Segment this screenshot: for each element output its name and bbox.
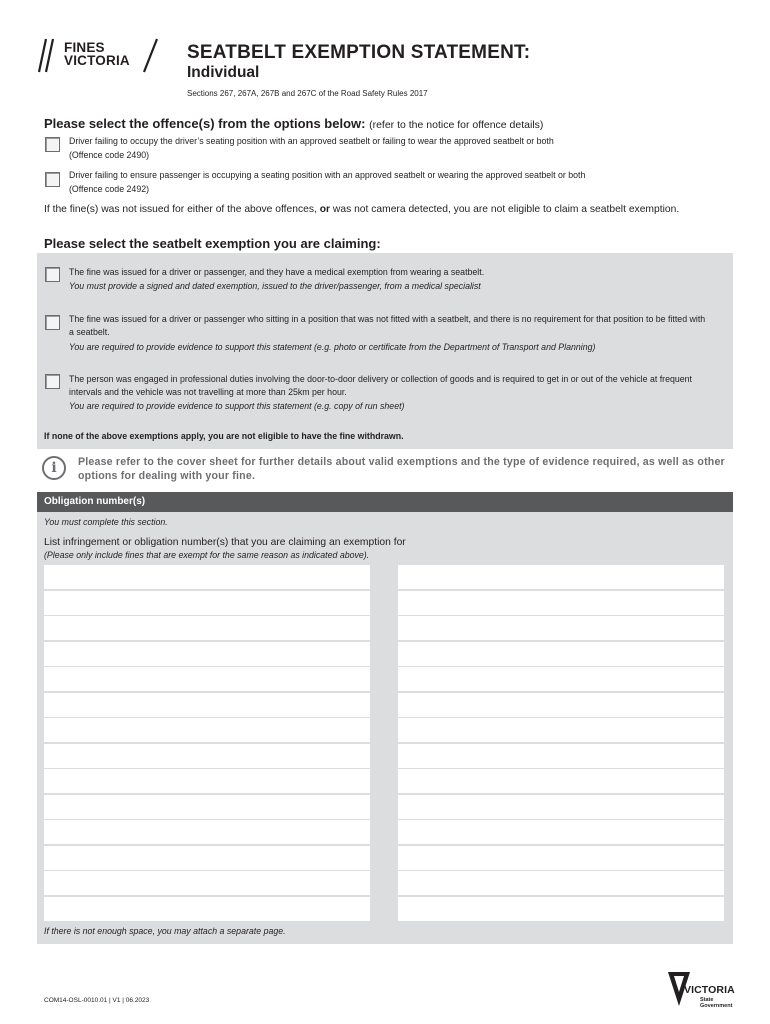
delivery-duties-checkbox[interactable] (45, 374, 60, 389)
obligation-number-input-left-1[interactable] (44, 565, 370, 589)
obligation-number-input-right-8[interactable] (398, 744, 724, 768)
obligation-number-input-left-4[interactable] (44, 642, 370, 666)
exemption-option-no-seatbelt (69, 313, 709, 354)
exemption-option-delivery (69, 373, 709, 413)
obligation-number-input-right-7[interactable] (398, 718, 724, 742)
offence-option-code: (Offence code 2492) (69, 184, 150, 194)
exemption-option-note: You must provide a signed and dated exemption, issued to the driver/passenger, from a medical specialist (69, 281, 481, 291)
obligation-number-input-right-12[interactable] (398, 846, 724, 870)
form-code: COM14-OSL-0010.01 | V1 | 06.2023 (44, 997, 150, 1004)
obligation-section-header: Obligation number(s) (37, 492, 733, 512)
offence-eligibility-note (44, 203, 724, 216)
exemption-option-medical (69, 265, 709, 293)
logo-line-2: VICTORIA (64, 53, 130, 68)
obligation-number-input-right-10[interactable] (398, 795, 724, 819)
obligation-number-input-right-11[interactable] (398, 820, 724, 844)
state-government-text (700, 997, 732, 1009)
logo-line-1: FINES (64, 40, 105, 55)
obligation-number-input-left-6[interactable] (44, 693, 370, 717)
obligation-number-input-right-6[interactable] (398, 693, 724, 717)
exemption-option-note: You are required to provide evidence to support this statement (e.g. photo or certificate from the Department of Transport and Planning) (69, 342, 596, 352)
obligation-list-note: (Please only include fines that are exempt for the same reason as indicated above). (44, 550, 370, 560)
obligation-number-input-left-8[interactable] (44, 744, 370, 768)
eligibility-part-2: was not camera detected, you are not eligible to claim a seatbelt exemption. (332, 204, 680, 215)
page-subtitle: Individual (187, 64, 260, 81)
not-enough-space-note: If there is not enough space, you may attach a separate page. (44, 926, 286, 936)
obligation-number-input-left-3[interactable] (44, 616, 370, 640)
eligibility-or: or (319, 204, 331, 215)
logo-text (64, 41, 130, 67)
offence-2492-checkbox[interactable] (45, 172, 60, 187)
offence-2490-checkbox[interactable] (45, 137, 60, 152)
government-text: Government (700, 1003, 733, 1009)
offence-option-2492 (69, 168, 729, 196)
state-text: State (700, 997, 714, 1003)
info-text: Please refer to the cover sheet for further details about valid exemptions and the type of evidence required, as well as other options for dealing with your fine. (78, 456, 725, 482)
offence-option-text: Driver failing to ensure passenger is occupying a seating position with an approved seatbelt or wearing the approved seatbelt or both (69, 170, 586, 180)
info-icon: i (42, 456, 66, 480)
medical-exemption-checkbox[interactable] (45, 267, 60, 282)
obligation-number-input-left-9[interactable] (44, 769, 370, 793)
obligation-numbers-right-column (398, 565, 724, 922)
obligation-number-input-left-12[interactable] (44, 846, 370, 870)
obligation-number-input-left-2[interactable] (44, 591, 370, 615)
legislation-reference: Sections 267, 267A, 267B and 267C of the Road Safety Rules 2017 (187, 89, 428, 98)
obligation-list-label: List infringement or obligation number(s) that you are claiming an exemption for (44, 537, 406, 548)
must-complete-note: You must complete this section. (44, 517, 168, 527)
obligation-number-input-right-2[interactable] (398, 591, 724, 615)
obligation-number-input-left-5[interactable] (44, 667, 370, 691)
exemption-heading: Please select the seatbelt exemption you are claiming: (44, 236, 381, 251)
obligation-numbers-left-column (44, 565, 370, 922)
eligibility-part-1: If the fine(s) was not issued for either of the above offences, (44, 204, 317, 215)
offence-option-2490 (69, 134, 729, 162)
offence-heading-note: (refer to the notice for offence details) (369, 119, 544, 131)
obligation-number-input-right-9[interactable] (398, 769, 724, 793)
offence-heading-text: Please select the offence(s) from the options below: (44, 116, 366, 131)
offence-option-code: (Offence code 2490) (69, 150, 150, 160)
offence-option-text: Driver failing to occupy the driver’s seating position with an approved seatbelt or failing to wear the approved seatbelt or both (69, 136, 554, 146)
exemption-option-text: The person was engaged in professional duties involving the door-to-door delivery or collection of goods and is required to get in or out of the vehicle at frequent intervals and the vehicle was not travelling at more than 25km per hour. (69, 374, 693, 397)
victoria-wordmark: VICTORIA (684, 984, 735, 996)
obligation-number-input-right-13[interactable] (398, 871, 724, 895)
obligation-number-input-right-5[interactable] (398, 667, 724, 691)
obligation-number-input-right-1[interactable] (398, 565, 724, 589)
exemption-option-text: The fine was issued for a driver or passenger, and they have a medical exemption from wearing a seatbelt. (69, 267, 485, 277)
obligation-number-input-left-7[interactable] (44, 718, 370, 742)
obligation-number-input-left-11[interactable] (44, 820, 370, 844)
obligation-number-input-right-14[interactable] (398, 897, 724, 921)
exemption-option-text: The fine was issued for a driver or passenger who sitting in a position that was not fitted with a seatbelt, and there is no requirement for that position to be fitted with a seatbelt. (69, 314, 706, 337)
none-apply-note: If none of the above exemptions apply, you are not eligible to have the fine withdrawn. (44, 431, 404, 441)
obligation-number-input-right-3[interactable] (398, 616, 724, 640)
exemption-option-note: You are required to provide evidence to support this statement (e.g. copy of run sheet) (69, 401, 405, 411)
offence-heading (44, 116, 543, 131)
page-title: SEATBELT EXEMPTION STATEMENT: (187, 42, 531, 63)
obligation-number-input-left-10[interactable] (44, 795, 370, 819)
obligation-number-input-left-14[interactable] (44, 897, 370, 921)
obligation-number-input-right-4[interactable] (398, 642, 724, 666)
obligation-number-input-left-13[interactable] (44, 871, 370, 895)
no-seatbelt-fitted-checkbox[interactable] (45, 315, 60, 330)
